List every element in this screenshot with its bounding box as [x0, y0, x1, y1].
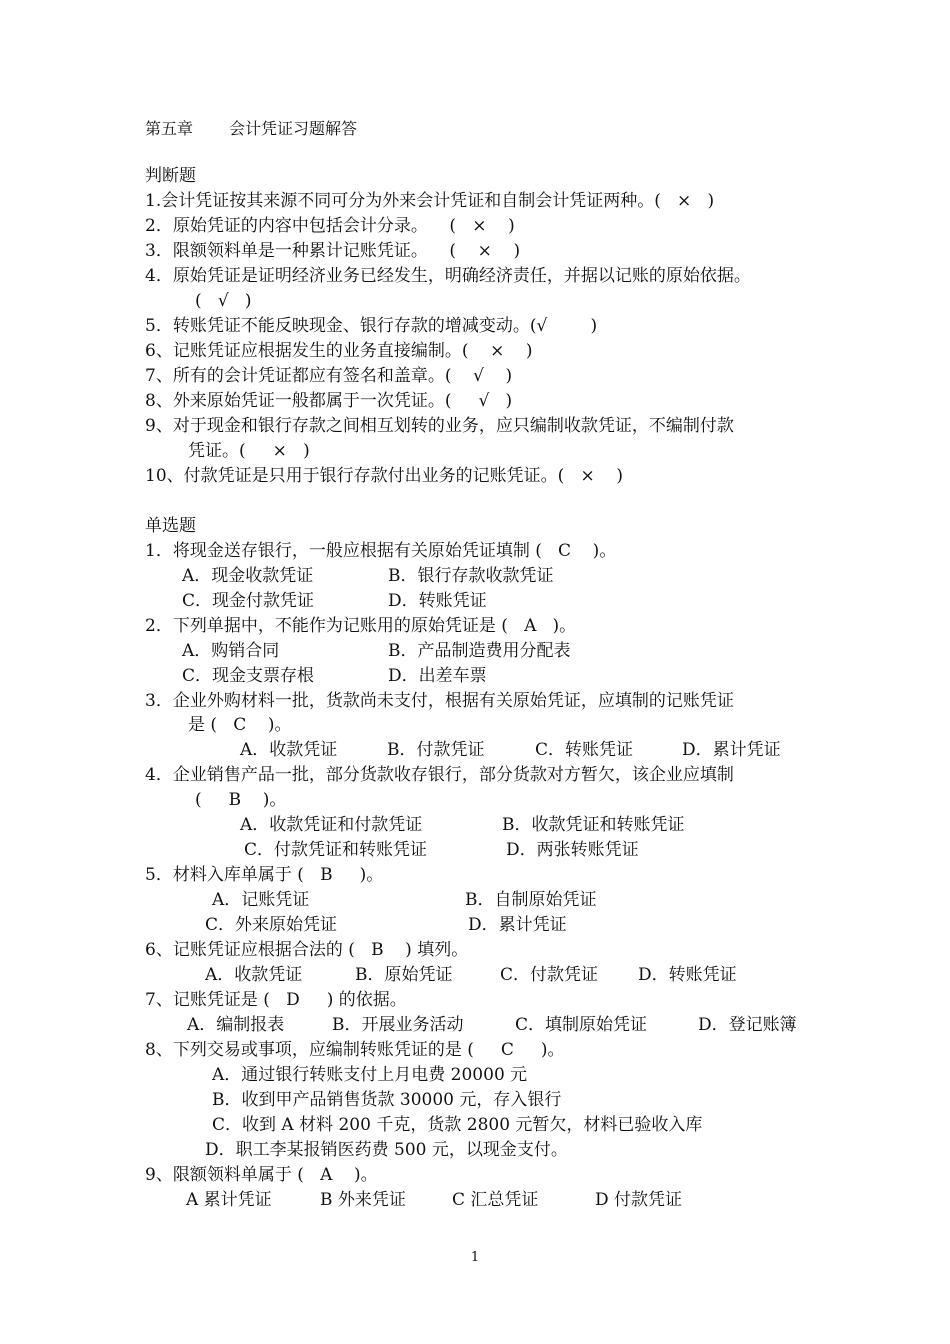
q4-option-c: C．付款凭证和转账凭证: [244, 840, 428, 860]
question-8: 8、下列交易或事项，应编制转账凭证的是 ( C )。: [145, 1040, 565, 1060]
judge-item-5: 5．转账凭证不能反映现金、银行存款的增减变动。(√ ): [145, 316, 598, 336]
judge-item-7: 7、所有的会计凭证都应有签名和盖章。( √ ): [145, 366, 513, 386]
page-title: [145, 118, 357, 140]
q3-option-c: C．转账凭证: [535, 740, 634, 760]
q6-option-b: B．原始凭证: [355, 965, 453, 985]
q5-option-d: D．累计凭证: [468, 915, 567, 935]
question-1: 1．将现金送存银行，一般应根据有关原始凭证填制 ( C )。: [145, 541, 617, 561]
question-9: 9、限额领料单属于 ( A )。: [145, 1165, 378, 1185]
page-number: 1: [470, 1250, 480, 1265]
question-4-cont: ( B )。: [195, 790, 287, 810]
question-5: 5．材料入库单属于 ( B )。: [145, 865, 384, 885]
q2-option-d: D．出差车票: [388, 666, 487, 686]
question-7: 7、记账凭证是 ( D ) 的依据。: [145, 990, 407, 1010]
q3-option-a: A．收款凭证: [240, 740, 338, 760]
question-3-cont: 是 ( C )。: [188, 715, 292, 735]
q1-option-c: C．现金付款凭证: [182, 591, 315, 611]
q6-option-c: C．付款凭证: [500, 965, 599, 985]
q4-option-a: A．收款凭证和付款凭证: [240, 815, 423, 835]
q3-option-b: B．付款凭证: [387, 740, 485, 760]
question-6: 6、记账凭证应根据合法的 ( B ) 填列。: [145, 940, 469, 960]
judge-item-3: 3．限额领料单是一种累计记账凭证。 ( × ): [145, 241, 521, 261]
question-2: 2．下列单据中，不能作为记账用的原始凭证是 ( A )。: [145, 616, 577, 636]
judge-item-2: 2．原始凭证的内容中包括会计分录。 ( × ): [145, 216, 515, 236]
judge-item-6: 6、记账凭证应根据发生的业务直接编制。( × ): [145, 341, 533, 361]
q9-option-b: B 外来凭证: [320, 1190, 406, 1210]
q8-option-d: D．职工李某报销医药费 500 元，以现金支付。: [205, 1140, 568, 1160]
q7-option-a: A．编制报表: [187, 1015, 285, 1035]
q7-option-b: B．开展业务活动: [332, 1015, 464, 1035]
q2-option-c: C．现金支票存根: [182, 666, 315, 686]
q7-option-c: C．填制原始凭证: [515, 1015, 648, 1035]
section-heading-single: 单选题: [145, 516, 196, 536]
judge-item-4-answer: ( √ ): [195, 291, 252, 311]
question-4: 4．企业销售产品一批，部分货款收存银行，部分货款对方暂欠，该企业应填制: [145, 765, 734, 785]
q5-option-b: B．自制原始凭证: [465, 890, 597, 910]
q5-option-a: A．记账凭证: [212, 890, 310, 910]
q2-option-b: B．产品制造费用分配表: [388, 641, 571, 661]
q5-option-c: C．外来原始凭证: [205, 915, 338, 935]
q1-option-d: D．转账凭证: [388, 591, 487, 611]
chapter-name: 会计凭证习题解答: [229, 119, 358, 138]
q4-option-b: B．收款凭证和转账凭证: [502, 815, 685, 835]
q9-option-d: D 付款凭证: [595, 1190, 683, 1210]
q1-option-b: B．银行存款收款凭证: [388, 566, 554, 586]
judge-item-9-cont: 凭证。( × ): [188, 441, 310, 461]
q8-option-c: C．收到 A 材料 200 千克，货款 2800 元暂欠，材料已验收入库: [212, 1115, 703, 1135]
judge-item-4: 4．原始凭证是证明经济业务已经发生，明确经济责任，并据以记账的原始依据。: [145, 266, 751, 286]
q1-option-a: A．现金收款凭证: [182, 566, 314, 586]
q7-option-d: D．登记账簿: [698, 1015, 797, 1035]
q9-option-c: C 汇总凭证: [452, 1190, 539, 1210]
q6-option-a: A．收款凭证: [205, 965, 303, 985]
q8-option-a: A．通过银行转账支付上月电费 20000 元: [212, 1065, 528, 1085]
q2-option-a: A．购销合同: [182, 641, 280, 661]
section-heading-judge: 判断题: [145, 166, 196, 186]
q3-option-d: D．累计凭证: [682, 740, 781, 760]
q8-option-b: B．收到甲产品销售货款 30000 元，存入银行: [212, 1090, 562, 1110]
q9-option-a: A 累计凭证: [186, 1190, 272, 1210]
q6-option-d: D．转账凭证: [638, 965, 737, 985]
judge-item-1: 1.会计凭证按其来源不同可分为外来会计凭证和自制会计凭证两种。( × ): [145, 191, 715, 211]
question-3: 3．企业外购材料一批，货款尚未支付，根据有关原始凭证，应填制的记账凭证: [145, 691, 734, 711]
judge-item-8: 8、外来原始凭证一般都属于一次凭证。( √ ): [145, 391, 513, 411]
judge-item-10: 10、付款凭证是只用于银行存款付出业务的记账凭证。( × ): [145, 466, 623, 486]
q4-option-d: D．两张转账凭证: [506, 840, 639, 860]
chapter-label: 第五章: [145, 119, 194, 138]
judge-item-9: 9、对于现金和银行存款之间相互划转的业务，应只编制收款凭证，不编制付款: [145, 416, 734, 436]
